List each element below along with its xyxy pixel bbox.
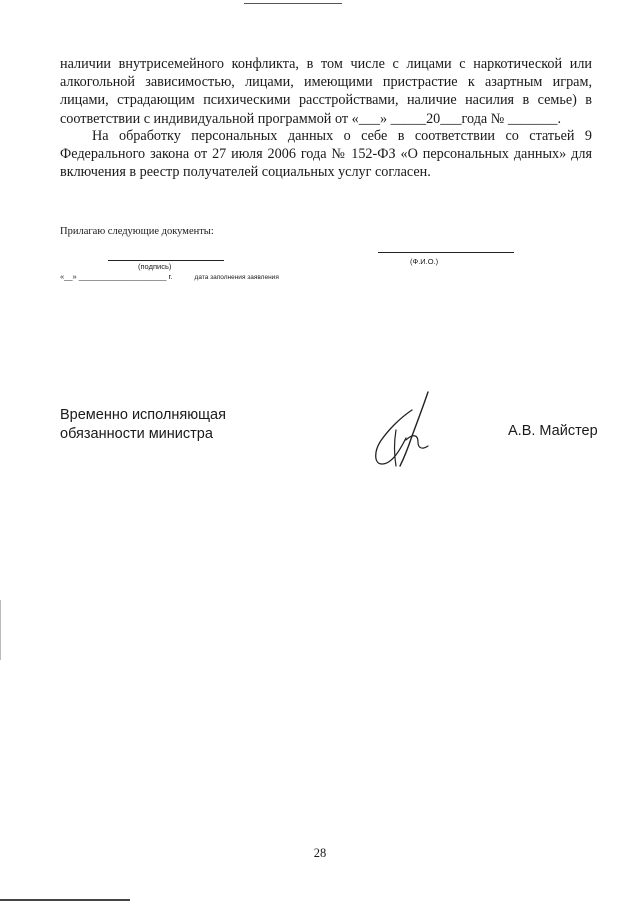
signature-caption: (подпись) (138, 262, 172, 271)
signature-line (108, 260, 224, 261)
bottom-divider (0, 899, 130, 901)
signer-name: А.В. Майстер (508, 423, 598, 439)
fio-caption: (Ф.И.О.) (410, 257, 439, 266)
date-caption: дата заполнения заявления (194, 274, 279, 281)
scan-edge-mark (0, 600, 1, 660)
top-divider (244, 3, 342, 4)
signer-title-line-1: Временно исполняющая (60, 407, 226, 423)
paragraph-conflict-conditions: наличии внутрисемейного конфликта, в том числе с лицами с наркотической или алкогольной зависимостью, лицами, имеющими пристрастие к азартным играм, лицами, страдающим психическими расстройствами, наличие насилия в семье) в соответствии с индивидуальной программой от «___» _____20___года № _______. (60, 56, 592, 127)
signer-title (60, 406, 226, 444)
date-placeholder: «__» _____________________ г. (60, 272, 173, 281)
page-number: 28 (313, 846, 327, 860)
date-field (60, 272, 279, 281)
fio-line (378, 252, 514, 253)
signer-title-line-2: обязанности министра (60, 426, 213, 442)
paragraph-personal-data-consent: На обработку персональных данных о себе в соответствии со статьей 9 Федерального закона от 27 июля 2006 года № 152-ФЗ «О персональных данных» для включения в реестр получателей социальных услуг согласен. (60, 128, 592, 181)
attachments-label: Прилагаю следующие документы: (60, 226, 214, 237)
handwritten-signature (366, 390, 446, 472)
